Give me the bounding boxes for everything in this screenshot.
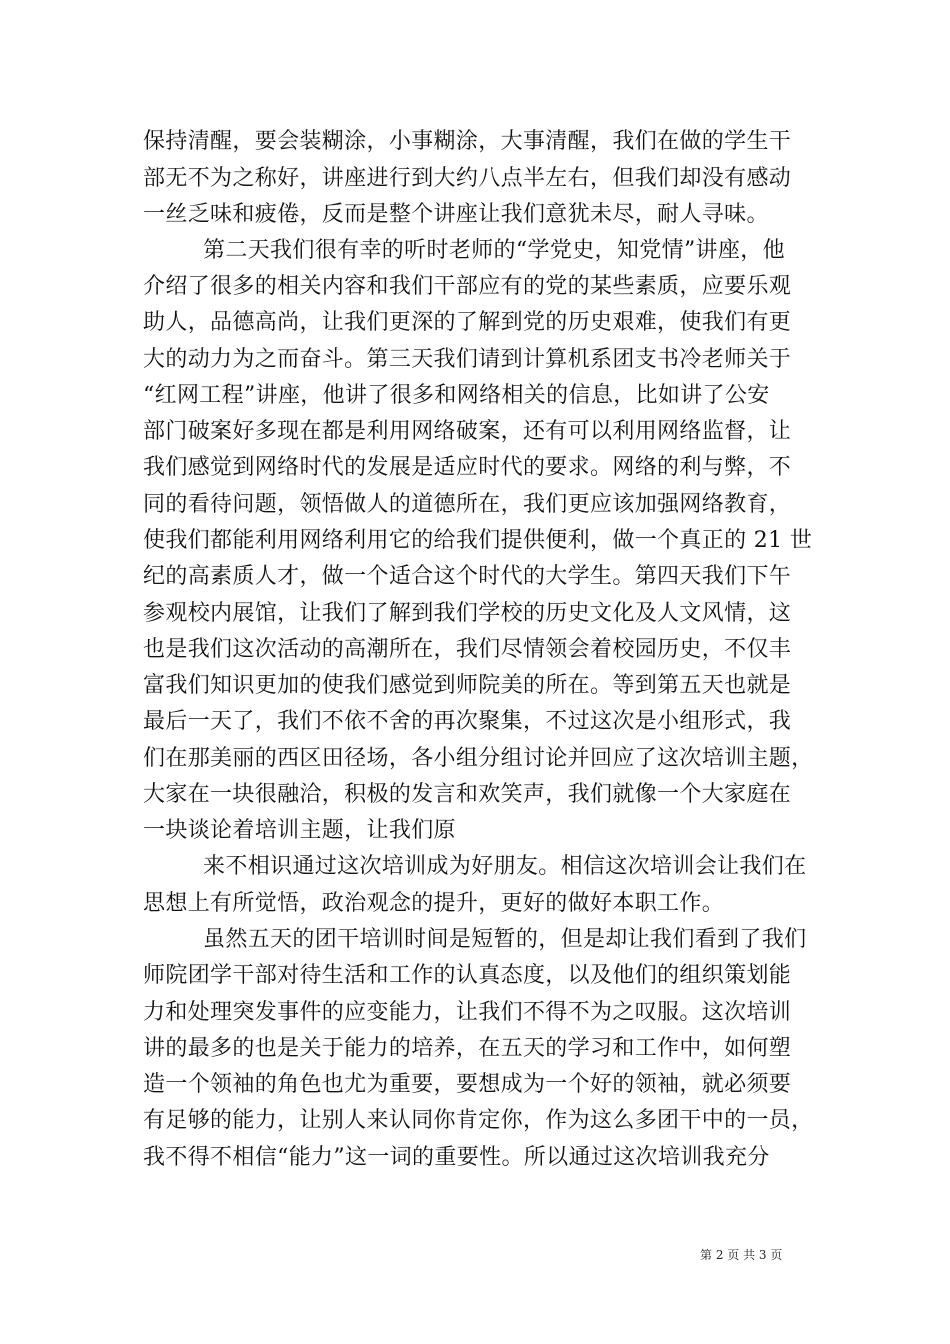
text-line: “红网工程”讲座，他讲了很多和网络相关的信息，比如讲了公安: [143, 383, 770, 408]
page-number-footer: 第 2 页 共 3 页: [700, 1248, 783, 1262]
text-line: 讲的最多的也是关于能力的培养，在五天的学习和工作中，如何塑: [143, 1036, 792, 1061]
text-line: 们在那美丽的西区田径场，各小组分组讨论并回应了这次培训主题，: [143, 746, 814, 771]
text-line: 也是我们这次活动的高潮所在，我们尽情领会着校园历史，不仅丰: [143, 637, 792, 662]
text-line: 最后一天了，我们不依不舍的再次聚集，不过这次是小组形式，我: [143, 709, 792, 734]
text-line: 大的动力为之而奋斗。第三天我们请到计算机系团支书冷老师关于: [143, 347, 792, 372]
text-line: 富我们知识更加的使我们感觉到师院美的所在。等到第五天也就是: [143, 673, 792, 698]
text-line: 助人，品德高尚，让我们更深的了解到党的历史艰难，使我们有更: [143, 310, 792, 335]
text-line: 有足够的能力，让别人来认同你肯定你，作为这么多团干中的一员，: [143, 1108, 814, 1133]
paragraph-start-line: 第二天我们很有幸的听时老师的“学党史，知党情”讲座，他: [203, 238, 785, 263]
text-line: 使我们都能利用网络利用它的给我们提供便利，做一个真正的 21 世: [143, 528, 813, 553]
text-line: 大家在一块很融洽，积极的发言和欢笑声，我们就像一个大家庭在: [143, 782, 792, 807]
text-line: 一丝乏味和疲倦，反而是整个讲座让我们意犹未尽，耐人寻味。: [143, 202, 769, 227]
text-line: 纪的高素质人才，做一个适合这个时代的大学生。第四天我们下午: [143, 564, 792, 589]
paragraph-start-line: 来不相识通过这次培训成为好朋友。相信这次培训会让我们在: [203, 854, 807, 879]
paragraph-start-line: 虽然五天的团干培训时间是短暂的，但是却让我们看到了我们: [203, 927, 807, 952]
text-line: 参观校内展馆，让我们了解到我们学校的历史文化及人文风情，这: [143, 601, 792, 626]
text-line: 我们感觉到网络时代的发展是适应时代的要求。网络的利与弊，不: [143, 455, 792, 480]
text-line: 部无不为之称好，讲座进行到大约八点半左右，但我们却没有感动: [143, 166, 792, 191]
text-line: 一块谈论着培训主题，让我们原: [143, 818, 456, 843]
text-line: 师院团学干部对待生活和工作的认真态度，以及他们的组织策划能: [143, 963, 792, 988]
text-line: 介绍了很多的相关内容和我们干部应有的党的某些素质，应要乐观: [143, 274, 792, 299]
text-line: 保持清醒，要会装糊涂，小事糊涂，大事清醒，我们在做的学生干: [143, 129, 792, 154]
text-line: 我不得不相信“能力”这一词的重要性。所以通过这次培训我充分: [143, 1145, 770, 1170]
text-line: 造一个领袖的角色也尤为重要，要想成为一个好的领袖，就必须要: [143, 1072, 792, 1097]
text-line: 部门破案好多现在都是利用网络破案，还有可以利用网络监督，让: [143, 419, 792, 444]
text-line: 思想上有所觉悟，政治观念的提升，更好的做好本职工作。: [143, 891, 725, 916]
text-line: 力和处理突发事件的应变能力，让我们不得不为之叹服。这次培训: [143, 1000, 792, 1025]
text-line: 同的看待问题，领悟做人的道德所在，我们更应该加强网络教育，: [143, 492, 792, 517]
